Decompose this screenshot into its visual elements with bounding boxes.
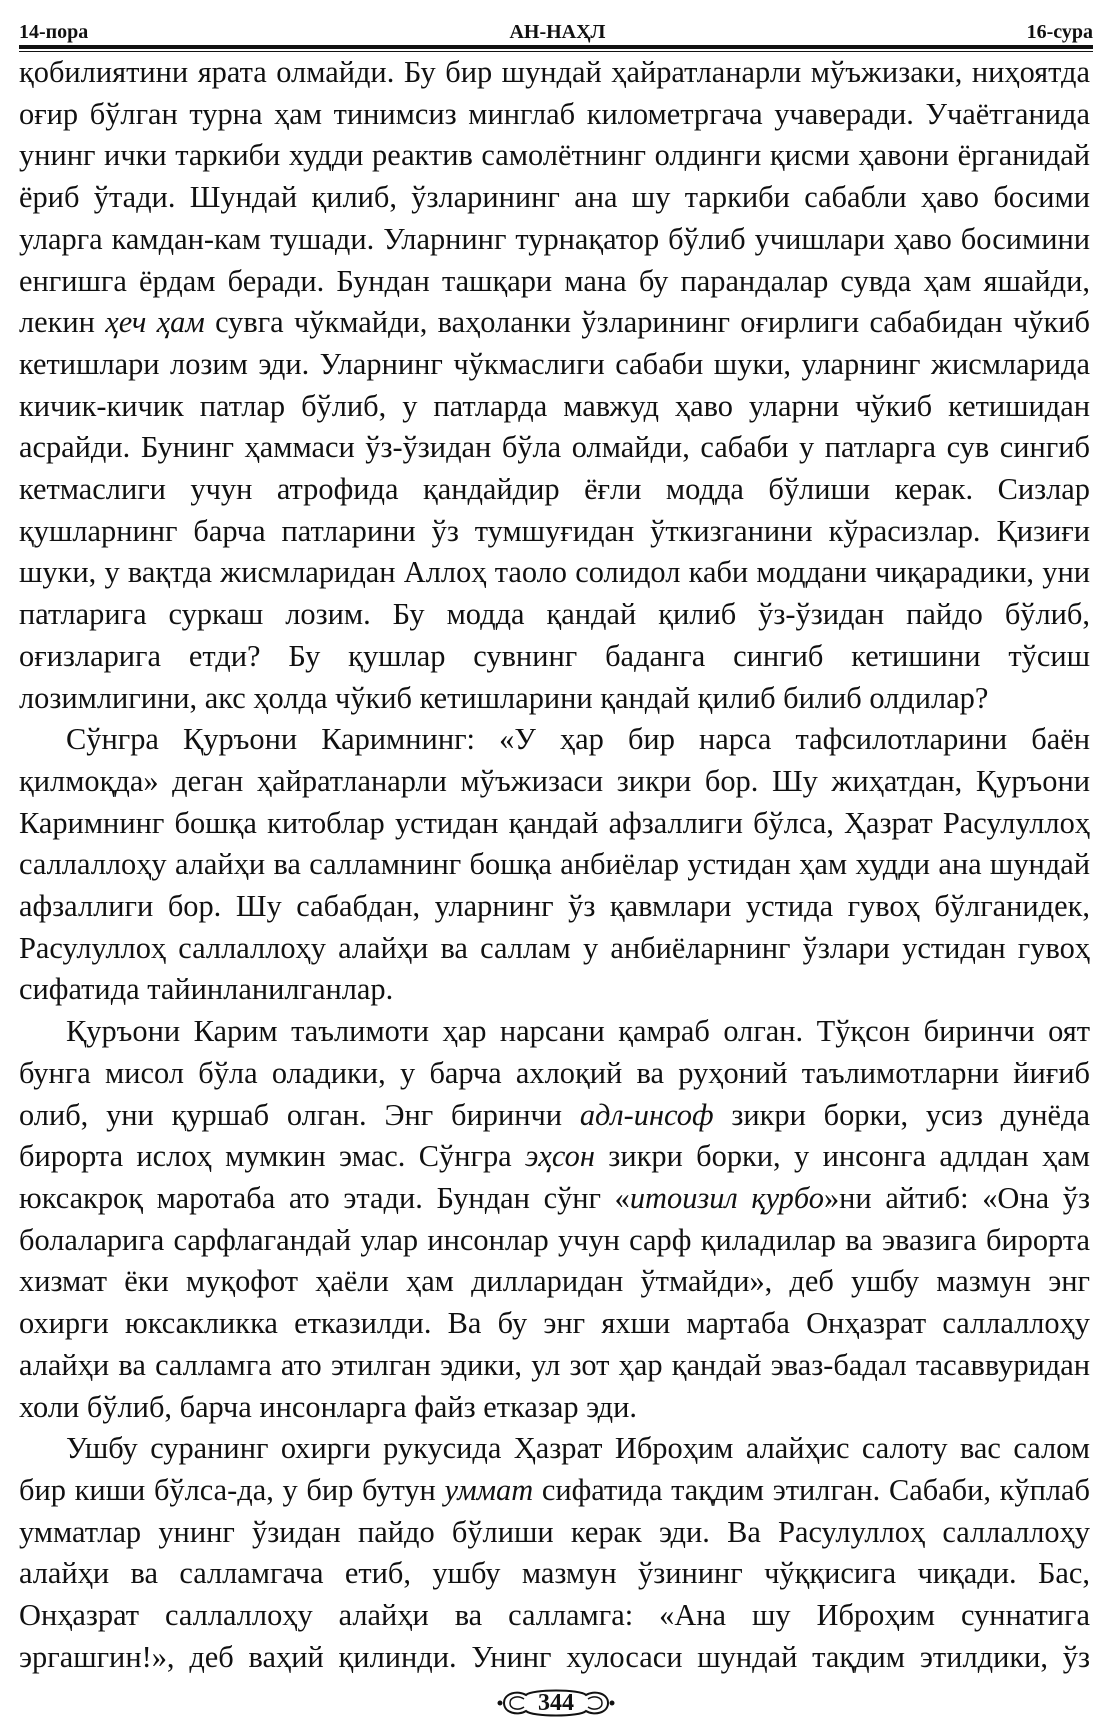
- italic-term: эҳсон: [525, 1139, 595, 1174]
- header-surah-title: АН-НАҲЛ: [509, 21, 606, 43]
- body-paragraph: [19, 52, 1090, 719]
- paragraph-text: »ни айтиб: «Она ўз болаларига сарфлагандай улар инсонлар учун сарф қиладилар ва эвазига бирорта хизмат ёки муқофот ҳаёли ҳам дилларидан ўтмайди», деб ушбу мазмун энг охирги юксакликка етказилди. Ва бу энг яхши мартаба Онҳазрат саллаллоҳу алайҳи ва салламга ато этилган эдики, ул зот ҳар қандай эваз-бадал тасаввуридан холи бўлиб, барча инсонларга файз етказар эди.: [19, 1180, 1090, 1424]
- page-body-text: [19, 52, 1090, 1677]
- italic-term: уммат: [444, 1472, 534, 1507]
- paragraph-text: сувга чўкмайди, ваҳоланки ўзларининг оғирлиги сабабидан чўкиб кетишлари лозим эди. Уларнинг чўкмаслиги сабаби шуки, уларнинг жисмларида кичик-кичик патлар бўлиб, у патларда мавжуд ҳаво уларни чўкиб кетишидан асрайди. Бунинг ҳаммаси ўз-ўзидан бўла олмайди, сабаби у патларга сув сингиб кетмаслиги учун атрофида қандайдир ёғли модда бўлиши керак. Сизлар қушларнинг барча патларини ўз тумшуғидан ўткизганини кўрасизлар. Қизиғи шуки, у вақтда жисмларидан Аллоҳ таоло солидол каби моддани чиқарадики, уни патларига суркаш лозим. Бу модда қандай қилиб ўз-ўзидан пайдо бўлиб, оғизларига етди? Бу қушлар сувнинг баданга сингиб кетишини тўсиш лозимлигини, акс ҳолда чўкиб кетишларини қандай қилиб билиб олдилар?: [19, 305, 1090, 715]
- italic-term: ҳеч ҳам: [105, 305, 205, 340]
- paragraph-text: Сўнгра Қуръони Каримнинг: «У ҳар бир нарса тафсилотларини баён қилмоқда» деган ҳайратланарли мўъжизаси зикри бор. Шу жиҳатдан, Қуръони Каримнинг бошқа китоблар устидан қандай афзаллиги бўлса, Ҳазрат Расулуллоҳ саллаллоҳу алайҳи ва салламнинг бошқа анбиёлар устидан ҳам худди ана шундай афзаллиги бор. Шу сабабдан, уларнинг ўз қавмлари устида гувоҳ бўлганидек, Расулуллоҳ саллаллоҳу алайҳи ва саллам у анбиёларнинг ўзлари устидан гувоҳ сифатида тайинланилганлар.: [19, 722, 1090, 1007]
- body-paragraph: [19, 719, 1090, 1011]
- header-surah-number: 16-сура: [1026, 21, 1093, 43]
- paragraph-text: қобилиятини ярата олмайди. Бу бир шундай ҳайратланарли мўъжизаки, ниҳоятда оғир бўлган турна ҳам тинимсиз минглаб километргача учаверади. Учаётганида унинг ички таркиби худди реактив самолётнинг олдинги қисми ҳавони ёрганидай ёриб ўтади. Шундай қилиб, ўзларининг ана шу таркиби сабабли ҳаво босими уларга камдан-кам тушади. Уларнинг турнақатор бўлиб учишлари ҳаво босимини енгишга ёрдам беради. Бундан ташқари мана бу парандалар сувда ҳам яшайди, лекин: [19, 55, 1090, 340]
- header-juz-label: 14-пора: [19, 21, 89, 43]
- paragraph-text: зикри борки, у инсонга адлдан ҳам юксакроқ маротаба ато этади. Бундан сўнг «: [19, 1139, 1090, 1215]
- paragraph-text: сифатида тақдим этилган. Сабаби, кўплаб умматлар унинг ўзидан пайдо бўлиши керак эди. Ва Расулуллоҳ саллаллоҳу алайҳи ва салламгача етиб, ушбу мазмун ўзининг чўққисига чиқади. Бас, Онҳазрат саллаллоҳу алайҳи ва салламга: «Ана шу Иброҳим суннатига эргашгин!», деб ваҳий қилинди. Унинг хулосаси шундай тақдим этилдики, ўз: [19, 1472, 1090, 1674]
- header-rule-thick: [19, 45, 1093, 49]
- page-number-ornament: [496, 1686, 616, 1720]
- page-number: 344: [538, 1690, 574, 1716]
- paragraph-text: Қуръони Карим таълимоти ҳар нарсани қамраб олган. Тўқсон биринчи оят бунга мисол бўла оладики, у барча ахлоқий ва руҳоний таълимотларни йиғиб олиб, уни қуршаб олган. Энг биринчи: [19, 1014, 1090, 1132]
- italic-term: адл-инсоф: [579, 1097, 714, 1132]
- body-paragraph: [19, 1428, 1090, 1677]
- running-header: [19, 14, 1093, 42]
- italic-term: итоизил қурбо: [629, 1180, 824, 1215]
- paragraph-text: зикри борки, усиз дунёда бирорта ислоҳ мумкин эмас. Сўнгра: [19, 1097, 1090, 1174]
- body-paragraph: [19, 1011, 1090, 1428]
- paragraph-text: Ушбу суранинг охирги рукусида Ҳазрат Иброҳим алайҳис салоту вас салом бир киши бўлса-да, у бир бутун: [19, 1431, 1090, 1507]
